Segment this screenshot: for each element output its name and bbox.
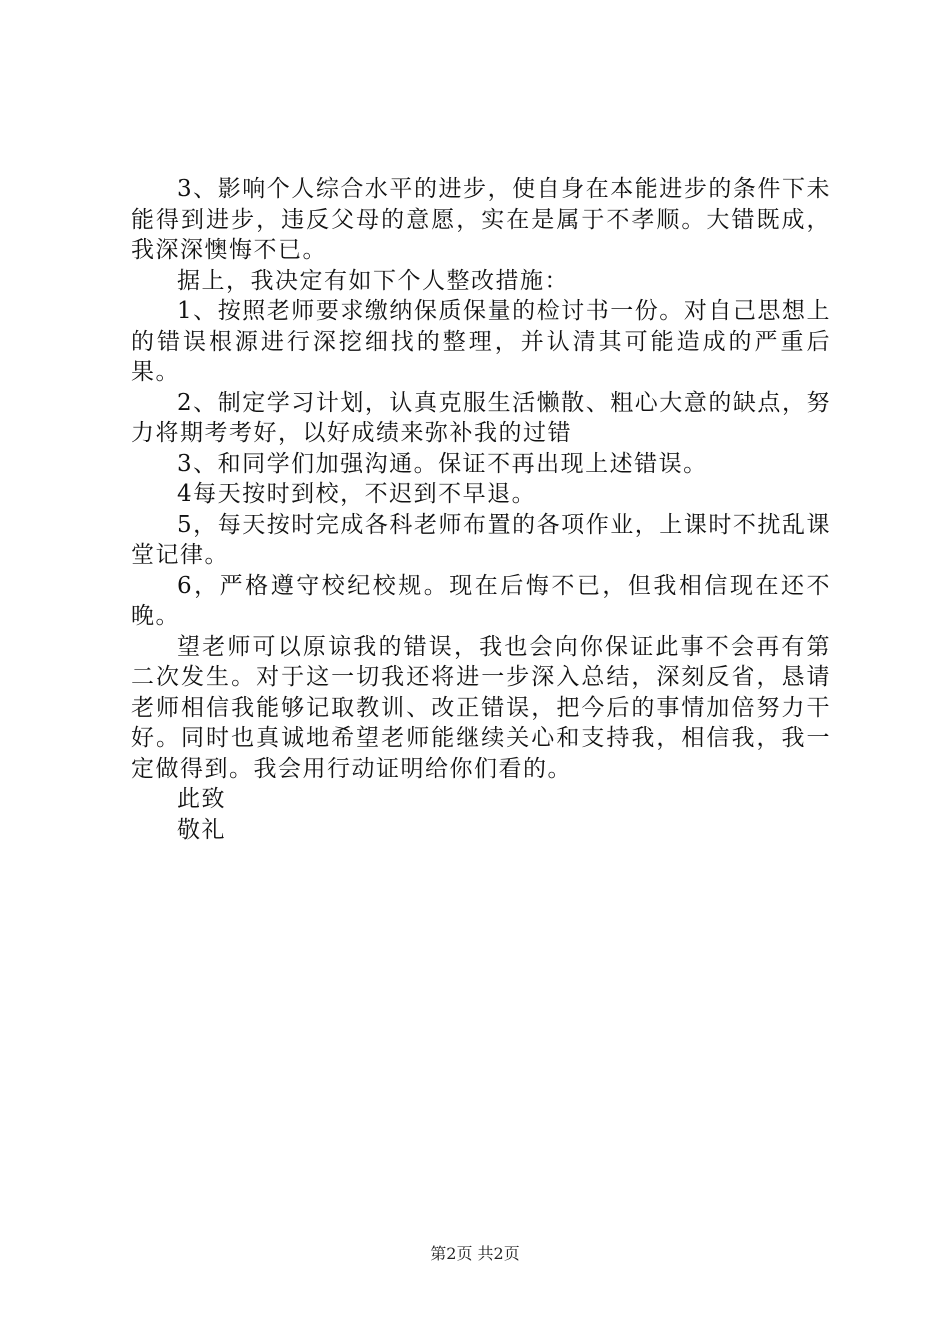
paragraph-measure-5: 5，每天按时完成各科老师布置的各项作业，上课时不扰乱课堂记律。 (131, 511, 831, 568)
paragraph-measures-intro: 据上，我决定有如下个人整改措施： (177, 267, 569, 294)
document-body (131, 174, 831, 845)
paragraph-measure-6: 6，严格遵守校纪校规。现在后悔不已，但我相信现在还不晚。 (131, 572, 831, 629)
page-number-footer: 第2页 共2页 (430, 1244, 520, 1263)
closing-line-1: 此致 (177, 786, 226, 812)
paragraph-measure-3: 3、和同学们加强沟通。保证不再出现上述错误。 (177, 450, 708, 477)
closing-line-2: 敬礼 (177, 816, 226, 843)
paragraph-measure-2: 2、制定学习计划，认真克服生活懒散、粗心大意的缺点，努力将期考考好，以好成绩来弥补我的过错 (131, 389, 831, 446)
paragraph-conclusion: 望老师可以原谅我的错误，我也会向你保证此事不会再有第二次发生。对于这一切我还将进一步深入总结，深刻反省，恳请老师相信我能够记取教训、改正错误，把今后的事情加倍努力干好。同时也真诚地希望老师能继续关心和支持我，相信我，我一定做得到。我会用行动证明给你们看的。 (131, 633, 831, 782)
paragraph-impact: 3、影响个人综合水平的进步，使自身在本能进步的条件下未能得到进步，违反父母的意愿，实在是属于不孝顺。大错既成，我深深懊悔不已。 (131, 176, 831, 263)
paragraph-measure-4: 4每天按时到校，不迟到不早退。 (177, 481, 537, 507)
paragraph-measure-1: 1、按照老师要求缴纳保质保量的检讨书一份。对自己思想上的错误根源进行深挖细找的整理，并认清其可能造成的严重后果。 (131, 298, 831, 385)
